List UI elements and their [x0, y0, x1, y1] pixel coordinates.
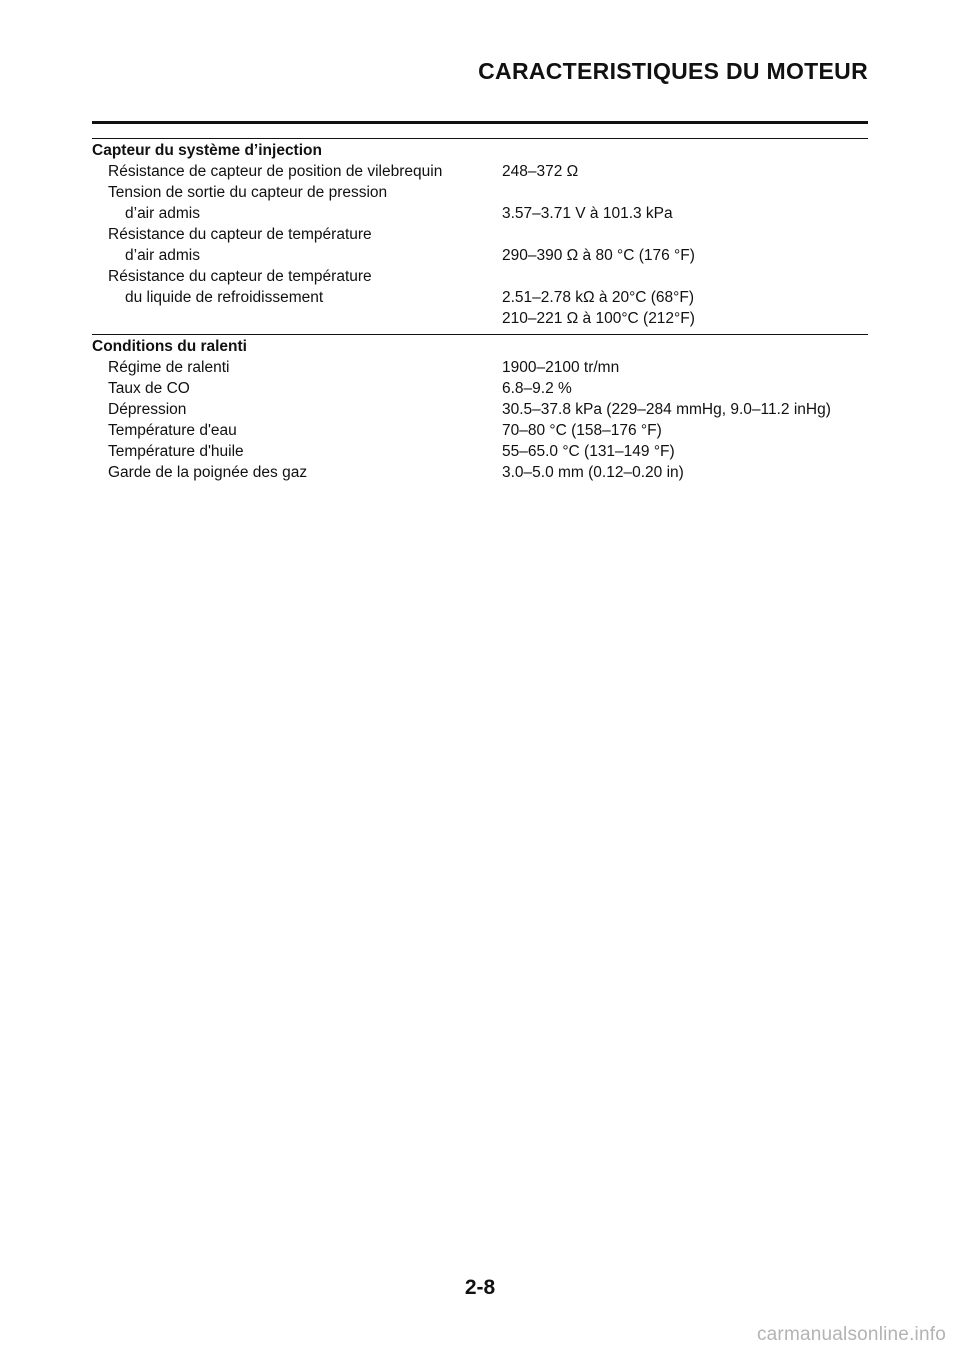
spec-value: 30.5–37.8 kPa (229–284 mmHg, 9.0–11.2 inHg): [502, 401, 831, 418]
section-rule-idle: [92, 334, 868, 335]
spec-value: 6.8–9.2 %: [502, 380, 572, 397]
section-injection-sensors: [92, 140, 868, 329]
spec-value: [502, 266, 868, 287]
spec-value: 2.51–2.78 kΩ à 20°C (68°F): [502, 289, 695, 306]
spec-label: Régime de ralenti: [108, 359, 230, 376]
spec-row: [92, 266, 868, 287]
spec-row: [92, 245, 868, 266]
spec-label: Taux de CO: [108, 380, 190, 397]
spec-label: Température d'huile: [108, 443, 244, 460]
spec-label: d’air admis: [125, 247, 200, 264]
spec-value: [502, 182, 868, 203]
spec-label: Tension de sortie du capteur de pression: [108, 184, 388, 201]
spec-label: d’air admis: [125, 205, 200, 222]
spec-row: [92, 357, 868, 378]
spec-label: [92, 308, 502, 329]
section-idle-conditions: [92, 336, 868, 483]
spec-value: 248–372 Ω: [502, 163, 579, 180]
section-title: Capteur du système d’injection: [92, 142, 322, 159]
page-title: CARACTERISTIQUES DU MOTEUR: [478, 58, 868, 84]
spec-row: [92, 378, 868, 399]
spec-label: Résistance du capteur de température: [108, 226, 372, 243]
spec-row: [92, 399, 868, 420]
spec-row: [92, 308, 868, 329]
spec-row: [92, 161, 868, 182]
section-title: Conditions du ralenti: [92, 338, 247, 355]
spec-row: [92, 287, 868, 308]
spec-label: Garde de la poignée des gaz: [108, 464, 308, 481]
spec-label: Température d'eau: [108, 422, 237, 439]
spec-row: [92, 182, 868, 203]
spec-label: du liquide de refroidissement: [125, 289, 324, 306]
section-rule-injection: [92, 138, 868, 139]
spec-value: 290–390 Ω à 80 °C (176 °F): [502, 247, 695, 264]
spec-row: [92, 203, 868, 224]
spec-label: Résistance de capteur de position de vilebrequin: [108, 163, 443, 180]
spec-value: 1900–2100 tr/mn: [502, 359, 620, 376]
spec-value: 210–221 Ω à 100°C (212°F): [502, 310, 695, 327]
header-rule: [92, 121, 868, 124]
spec-value: 3.57–3.71 V à 101.3 kPa: [502, 205, 673, 222]
spec-label: Résistance du capteur de température: [108, 268, 372, 285]
spec-row: [92, 420, 868, 441]
spec-value: 55–65.0 °C (131–149 °F): [502, 443, 675, 460]
spec-label: Dépression: [108, 401, 187, 418]
spec-row: [92, 462, 868, 483]
spec-value: 3.0–5.0 mm (0.12–0.20 in): [502, 464, 684, 481]
spec-value: 70–80 °C (158–176 °F): [502, 422, 662, 439]
spec-value: [502, 224, 868, 245]
watermark: carmanualsonline.info: [756, 1324, 946, 1345]
spec-row: [92, 224, 868, 245]
spec-row: [92, 441, 868, 462]
page-number: 2-8: [464, 1276, 496, 1299]
